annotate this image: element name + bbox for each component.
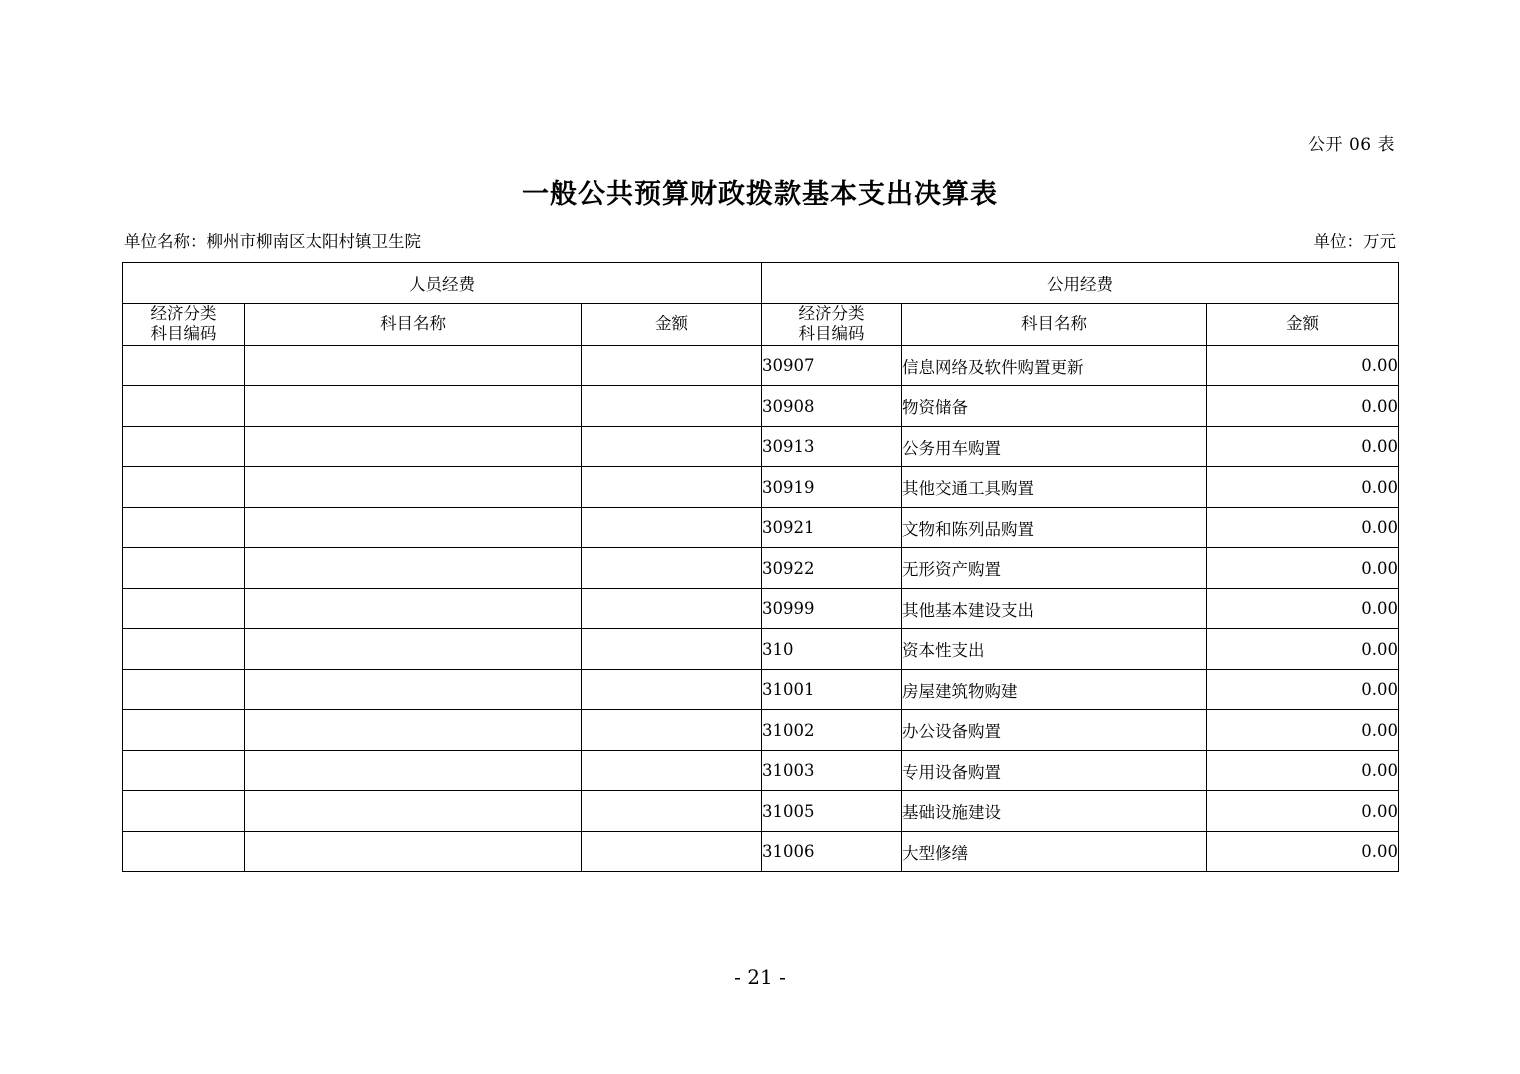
table-row (123, 629, 1399, 670)
group-header-public: 公用经费 (762, 263, 1399, 304)
cell-public-amount: 0.00 (1207, 588, 1399, 629)
column-header-personnel-code (123, 303, 245, 345)
cell-public-code: 31002 (762, 710, 902, 751)
column-header-public-code-line2: 科目编码 (798, 324, 865, 344)
cell-personnel-amount (582, 791, 762, 832)
table-row (123, 791, 1399, 832)
column-header-personnel-code-line1: 经济分类 (150, 303, 217, 323)
page-title: 一般公共预算财政拨款基本支出决算表 (522, 179, 998, 210)
meta-row (124, 228, 1396, 250)
cell-public-name: 文物和陈列品购置 (902, 507, 1207, 548)
cell-public-name: 无形资产购置 (902, 548, 1207, 589)
cell-public-code: 310 (762, 629, 902, 670)
table-row (123, 831, 1399, 872)
table-row (123, 426, 1399, 467)
cell-public-name: 其他交通工具购置 (902, 467, 1207, 508)
cell-public-code: 30999 (762, 588, 902, 629)
cell-personnel-amount (582, 345, 762, 386)
cell-personnel-name (245, 386, 582, 427)
cell-personnel-name (245, 629, 582, 670)
cell-personnel-amount (582, 386, 762, 427)
cell-personnel-amount (582, 831, 762, 872)
cell-personnel-amount (582, 629, 762, 670)
cell-public-amount: 0.00 (1207, 791, 1399, 832)
cell-public-name: 房屋建筑物购建 (902, 669, 1207, 710)
cell-public-amount: 0.00 (1207, 467, 1399, 508)
cell-personnel-amount (582, 710, 762, 751)
cell-public-name: 基础设施建设 (902, 791, 1207, 832)
cell-public-name: 公务用车购置 (902, 426, 1207, 467)
cell-public-name: 物资储备 (902, 386, 1207, 427)
unit-name-label: 单位名称：柳州市柳南区太阳村镇卫生院 (124, 232, 421, 251)
column-header-public-amount: 金额 (1207, 303, 1399, 345)
cell-personnel-code (123, 710, 245, 751)
cell-personnel-name (245, 710, 582, 751)
cell-personnel-name (245, 548, 582, 589)
cell-public-amount: 0.00 (1207, 669, 1399, 710)
cell-personnel-code (123, 548, 245, 589)
table-row (123, 507, 1399, 548)
cell-public-code: 30908 (762, 386, 902, 427)
cell-public-name: 其他基本建设支出 (902, 588, 1207, 629)
cell-personnel-amount (582, 467, 762, 508)
cell-public-amount: 0.00 (1207, 750, 1399, 791)
cell-personnel-code (123, 426, 245, 467)
cell-personnel-code (123, 750, 245, 791)
cell-personnel-name (245, 588, 582, 629)
cell-public-name: 办公设备购置 (902, 710, 1207, 751)
table-row (123, 750, 1399, 791)
table-row (123, 710, 1399, 751)
cell-personnel-name (245, 669, 582, 710)
cell-public-amount: 0.00 (1207, 831, 1399, 872)
cell-personnel-code (123, 669, 245, 710)
group-header-personnel: 人员经费 (123, 263, 762, 304)
budget-table (122, 262, 1399, 872)
table-row (123, 669, 1399, 710)
cell-public-name: 专用设备购置 (902, 750, 1207, 791)
column-header-public-code-line1: 经济分类 (798, 303, 865, 323)
cell-personnel-amount (582, 426, 762, 467)
unit-measure-label: 单位：万元 (1313, 232, 1396, 251)
cell-public-name: 信息网络及软件购置更新 (902, 345, 1207, 386)
cell-personnel-code (123, 791, 245, 832)
cell-personnel-code (123, 467, 245, 508)
cell-personnel-amount (582, 588, 762, 629)
table-row (123, 467, 1399, 508)
cell-personnel-amount (582, 750, 762, 791)
table-column-header-row (123, 303, 1399, 345)
cell-public-amount: 0.00 (1207, 426, 1399, 467)
column-header-public-code (762, 303, 902, 345)
table-row (123, 345, 1399, 386)
cell-personnel-name (245, 750, 582, 791)
cell-public-amount: 0.00 (1207, 629, 1399, 670)
page-number: - 21 - (734, 965, 786, 989)
cell-personnel-name (245, 791, 582, 832)
cell-public-code: 30921 (762, 507, 902, 548)
cell-personnel-code (123, 386, 245, 427)
cell-public-amount: 0.00 (1207, 386, 1399, 427)
table-row (123, 588, 1399, 629)
cell-public-code: 31006 (762, 831, 902, 872)
table-group-header-row (123, 263, 1399, 304)
cell-personnel-name (245, 426, 582, 467)
cell-public-code: 30922 (762, 548, 902, 589)
cell-public-code: 31003 (762, 750, 902, 791)
cell-public-code: 30919 (762, 467, 902, 508)
cell-personnel-amount (582, 507, 762, 548)
cell-public-code: 31001 (762, 669, 902, 710)
cell-public-name: 大型修缮 (902, 831, 1207, 872)
cell-personnel-name (245, 831, 582, 872)
cell-personnel-code (123, 345, 245, 386)
column-header-personnel-code-line2: 科目编码 (150, 324, 217, 344)
column-header-personnel-amount: 金额 (582, 303, 762, 345)
cell-public-code: 31005 (762, 791, 902, 832)
cell-public-amount: 0.00 (1207, 710, 1399, 751)
cell-personnel-code (123, 588, 245, 629)
cell-personnel-code (123, 831, 245, 872)
table-row (123, 548, 1399, 589)
cell-personnel-amount (582, 669, 762, 710)
cell-personnel-name (245, 345, 582, 386)
cell-personnel-name (245, 507, 582, 548)
column-header-personnel-name: 科目名称 (245, 303, 582, 345)
cell-personnel-amount (582, 548, 762, 589)
cell-public-amount: 0.00 (1207, 548, 1399, 589)
cell-public-code: 30907 (762, 345, 902, 386)
cell-public-amount: 0.00 (1207, 345, 1399, 386)
cell-personnel-name (245, 467, 582, 508)
cell-personnel-code (123, 507, 245, 548)
cell-public-name: 资本性支出 (902, 629, 1207, 670)
cell-public-code: 30913 (762, 426, 902, 467)
cell-personnel-code (123, 629, 245, 670)
table-row (123, 386, 1399, 427)
form-code-label: 公开 06 表 (1308, 135, 1395, 155)
cell-public-amount: 0.00 (1207, 507, 1399, 548)
column-header-public-name: 科目名称 (902, 303, 1207, 345)
